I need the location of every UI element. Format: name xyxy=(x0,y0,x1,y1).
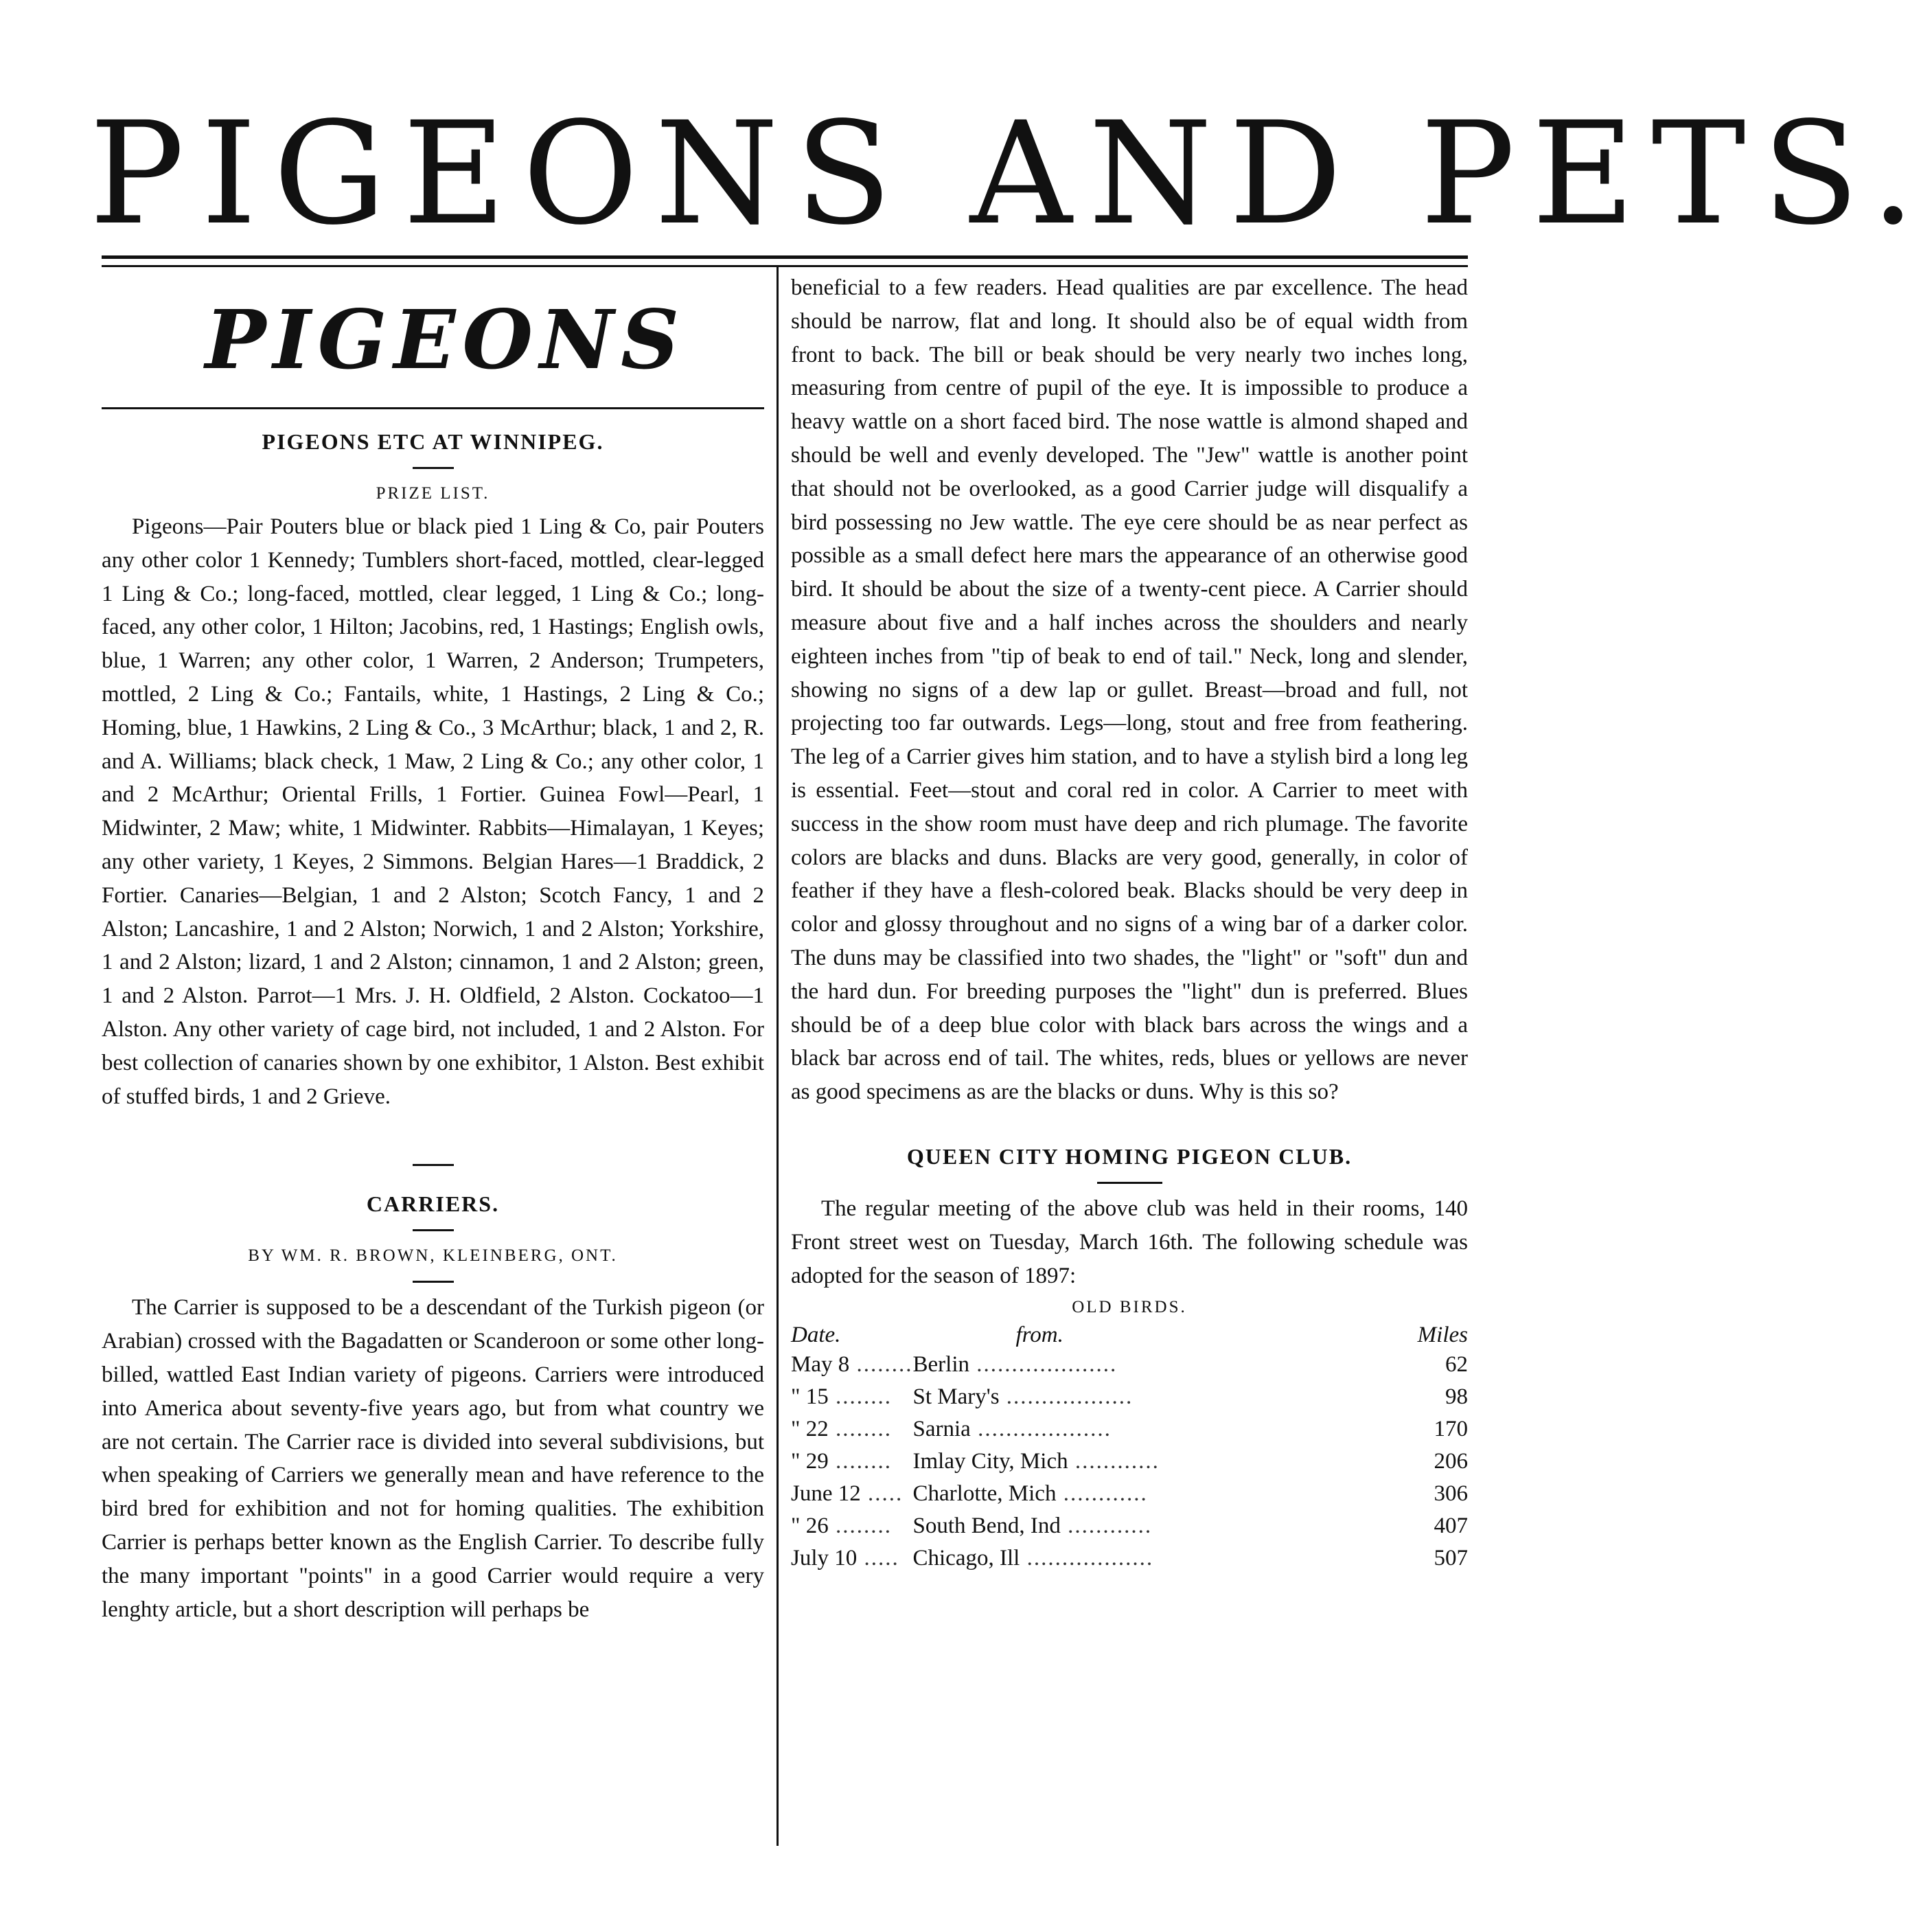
right-column xyxy=(791,271,1468,1575)
row-date: " 15 xyxy=(791,1384,829,1410)
short-rule xyxy=(413,467,454,469)
carriers-byline: BY WM. R. BROWN, KLEINBERG, ONT. xyxy=(248,1246,618,1266)
left-column xyxy=(102,271,764,1626)
row-date: May 8 xyxy=(791,1352,850,1378)
table-row: May 8 ........ Berlin .................... 62 xyxy=(791,1349,1468,1381)
section-banner-word: PIGEONS xyxy=(205,292,687,387)
row-miles: 98 xyxy=(1445,1384,1468,1410)
schedule-title: OLD BIRDS. xyxy=(1072,1298,1187,1317)
row-from: Berlin xyxy=(912,1352,969,1378)
row-from: Imlay City, Mich xyxy=(912,1449,1068,1474)
row-miles: 507 xyxy=(1434,1546,1468,1571)
row-miles: 206 xyxy=(1434,1449,1468,1474)
column-header-from: from. xyxy=(1015,1323,1063,1348)
table-row: " 26 ........ South Bend, Ind ............ 407 xyxy=(791,1510,1468,1542)
row-date: " 29 xyxy=(791,1449,829,1474)
carriers-body-left: The Carrier is supposed to be a descendant of the Turkish pigeon (or Arabian) crossed with the Bagadatten or Scanderoon or some other long-billed, wattled East Indian variety of pigeons. Carriers were introduced into America about seventy-five years ago, but from what country we are not certain. The Carrier race is divided into several subdivisions, but when speaking of Carriers we generally mean and have reference to the bird bred for exhibition and not for homing qualities. The exhibition Carrier is perhaps better known as the English Carrier. To describe fully the many important "points" in a good Carrier would require a very lenghty article, but a short description will perhaps be xyxy=(102,1295,764,1622)
row-date: " 22 xyxy=(791,1417,829,1442)
column-divider xyxy=(777,266,779,1846)
table-header-row xyxy=(791,1321,1468,1349)
banner-rule xyxy=(102,407,764,409)
club-body: The regular meeting of the above club was held in their rooms, 140 Front street west on Tuesday, March 16th. The following schedule was adopted for the season of 1897: xyxy=(791,1196,1468,1288)
table-row: " 22 ........ Sarnia ................... 170 xyxy=(791,1413,1468,1446)
row-miles: 306 xyxy=(1434,1481,1468,1507)
row-from: Chicago, Ill xyxy=(912,1546,1020,1571)
short-rule xyxy=(413,1281,454,1283)
masthead-rule-thick xyxy=(102,255,1468,259)
column-header-date: Date. xyxy=(791,1323,841,1348)
short-rule xyxy=(1097,1182,1162,1184)
short-rule xyxy=(413,1229,454,1231)
masthead-title: PIGEONS AND PETS. xyxy=(89,91,1932,256)
row-from: Sarnia xyxy=(912,1417,971,1442)
row-miles: 62 xyxy=(1445,1352,1468,1378)
table-row: " 29 ........ Imlay City, Mich ............ 206 xyxy=(791,1446,1468,1478)
winnipeg-headline: PIGEONS ETC AT WINNIPEG. xyxy=(262,429,604,454)
table-row: July 10 ..... Chicago, Ill .................. 507 xyxy=(791,1542,1468,1575)
carriers-body-right: beneficial to a few readers. Head qualities are par excellence. The head should be narrow, flat and long. It should also be of equal width from front to back. The bill or beak should be very nearly two inches long, measuring from centre of pupil of the eye. It is impossible to produce a heavy wattle on a short faced bird. The nose wattle is almond shaped and should be well and evenly developed. The "Jew" wattle is another point that should not be overlooked, as a good Carrier judge will disqualify a bird possessing no Jew wattle. The eye cere should be as near perfect as possible as a small defect here mars the appearance of an otherwise good bird. It should be about the size of a twenty-cent piece. A Carrier should measure about five and a half inches across the shoulders and nearly eighteen inches from "tip of beak to end of tail." Neck, long and slender, showing no signs of a dew lap or gullet. Breast—broad and full, not projecting too far outwards. Legs—long, stout and free from feathering. The leg of a Carrier gives him station, and to have a stylish bird a long leg is essential. Feet—stout and coral red in color. A Carrier to meet with success in the show room must have deep and rich plumage. The favorite colors are blacks and duns. Blacks are very good, generally, in color of feather if they have a flesh-colored beak. Blacks should be very deep in color and glossy throughout and no signs of a wing bar of a darker color. The duns may be classified into two shades, the "light" or "soft" dun and the hard dun. For breeding purposes the "light" dun is preferred. Blues should be of a deep blue color with black bars across the wings and a black bar across end of tail. The whites, reds, blues or yellows are never as good specimens as are the blacks or duns. Why is this so? xyxy=(791,275,1468,1105)
race-schedule-table xyxy=(791,1321,1468,1575)
row-from: St Mary's xyxy=(912,1384,1000,1410)
table-row: " 15 ........ St Mary's .................. 98 xyxy=(791,1381,1468,1413)
prize-list-subhead: PRIZE LIST. xyxy=(376,484,490,503)
row-date: June 12 xyxy=(791,1481,861,1507)
row-date: July 10 xyxy=(791,1546,858,1571)
section-banner xyxy=(102,271,764,412)
row-miles: 407 xyxy=(1434,1513,1468,1539)
short-rule xyxy=(413,1164,454,1166)
carriers-headline: CARRIERS. xyxy=(366,1191,500,1217)
masthead-rule-thin xyxy=(102,265,1468,267)
row-miles: 170 xyxy=(1434,1417,1468,1442)
row-date: " 26 xyxy=(791,1513,829,1539)
column-header-miles: Miles xyxy=(1417,1323,1468,1348)
winnipeg-prize-list: Pigeons—Pair Pouters blue or black pied 1 Ling & Co, pair Pouters any other color 1 Kennedy; Tumblers short-faced, mottled, clear-legged 1 Ling & Co.; long-faced, mottled, clear legged, 1 Ling & Co.; long-faced, any other color, 1 Hilton; Jacobins, red, 1 Hastings; English owls, blue, 1 Warren; any other color, 1 Warren, 2 Anderson; Trumpeters, mottled, 2 Ling & Co.; Fantails, white, 1 Hastings, 2 Ling & Co.; Homing, blue, 1 Hawkins, 2 Ling & Co., 3 McArthur; black, 1 and 2, R. and A. Williams; black check, 1 Maw, 2 Ling & Co.; any other color, 1 and 2 McArthur; Oriental Frills, 1 Fortier. Guinea Fowl—Pearl, 1 Midwinter, 2 Maw; white, 1 Midwinter. Rabbits—Himalayan, 1 Keyes; any other variety, 1 Keyes, 2 Simmons. Belgian Hares—1 Braddick, 2 Fortier. Canaries—Belgian, 1 and 2 Alston; Scotch Fancy, 1 and 2 Alston; Lancashire, 1 and 2 Alston; Norwich, 1 and 2 Alston; Yorkshire, 1 and 2 Alston; lizard, 1 and 2 Alston; cinnamon, 1 and 2 Alston; green, 1 and 2 Alston. Parrot—1 Mrs. J. H. Oldfield, 2 Alston. Cockatoo—1 Alston. Any other variety of cage bird, not included, 1 and 2 Alston. For best collection of canaries shown by one exhibitor, 1 Alston. Best exhibit of stuffed birds, 1 and 2 Grieve. xyxy=(102,514,764,1109)
row-from: South Bend, Ind xyxy=(912,1513,1061,1539)
row-from: Charlotte, Mich xyxy=(912,1481,1057,1507)
club-headline: QUEEN CITY HOMING PIGEON CLUB. xyxy=(906,1143,1353,1169)
table-row: June 12 ..... Charlotte, Mich ............ 306 xyxy=(791,1478,1468,1510)
